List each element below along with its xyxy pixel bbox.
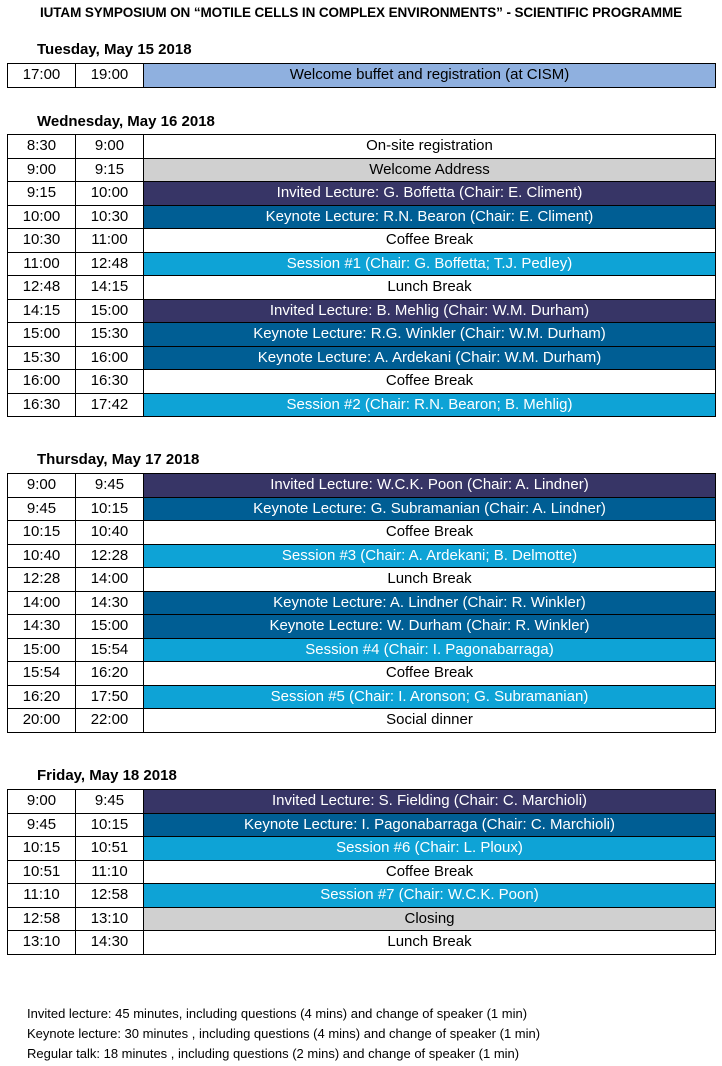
end-time: 15:00 xyxy=(76,299,144,323)
event-name: Lunch Break xyxy=(144,568,716,592)
table-row xyxy=(8,229,716,253)
start-time: 10:30 xyxy=(8,229,76,253)
table-row xyxy=(8,252,716,276)
event-name: Invited Lecture: G. Boffetta (Chair: E. Climent) xyxy=(144,182,716,206)
start-time: 13:10 xyxy=(8,931,76,955)
schedule-table xyxy=(7,134,716,417)
day-heading: Tuesday, May 15 2018 xyxy=(37,41,192,58)
start-time: 9:00 xyxy=(8,790,76,814)
event-name: Invited Lecture: S. Fielding (Chair: C. Marchioli) xyxy=(144,790,716,814)
table-row xyxy=(8,497,716,521)
table-row xyxy=(8,709,716,733)
table-row xyxy=(8,685,716,709)
start-time: 8:30 xyxy=(8,135,76,159)
start-time: 12:28 xyxy=(8,568,76,592)
end-time: 16:30 xyxy=(76,370,144,394)
note-invited: Invited lecture: 45 minutes, including questions (4 mins) and change of speaker (1 min) xyxy=(27,1006,528,1021)
event-name: Keynote Lecture: W. Durham (Chair: R. Winkler) xyxy=(144,615,716,639)
table-row xyxy=(8,544,716,568)
end-time: 12:48 xyxy=(76,252,144,276)
event-name: Closing xyxy=(144,907,716,931)
start-time: 15:30 xyxy=(8,346,76,370)
end-time: 15:54 xyxy=(76,638,144,662)
table-row xyxy=(8,907,716,931)
end-time: 12:58 xyxy=(76,884,144,908)
note-keynote: Keynote lecture: 30 minutes , including questions (4 mins) and change of speaker (1 min) xyxy=(27,1026,541,1041)
table-row xyxy=(8,474,716,498)
event-name: Keynote Lecture: G. Subramanian (Chair: A. Lindner) xyxy=(144,497,716,521)
end-time: 10:30 xyxy=(76,205,144,229)
end-time: 16:00 xyxy=(76,346,144,370)
schedule-table xyxy=(7,473,716,733)
start-time: 12:58 xyxy=(8,907,76,931)
table-row xyxy=(8,323,716,347)
event-name: Session #4 (Chair: I. Pagonabarraga) xyxy=(144,638,716,662)
table-row xyxy=(8,615,716,639)
table-row xyxy=(8,790,716,814)
end-time: 10:15 xyxy=(76,813,144,837)
table-row xyxy=(8,860,716,884)
event-name: Session #6 (Chair: L. Ploux) xyxy=(144,837,716,861)
event-name: Keynote Lecture: I. Pagonabarraga (Chair: C. Marchioli) xyxy=(144,813,716,837)
table-row xyxy=(8,158,716,182)
table-row xyxy=(8,276,716,300)
table-row xyxy=(8,568,716,592)
start-time: 16:30 xyxy=(8,393,76,417)
end-time: 9:15 xyxy=(76,158,144,182)
table-row xyxy=(8,813,716,837)
start-time: 9:45 xyxy=(8,813,76,837)
end-time: 13:10 xyxy=(76,907,144,931)
start-time: 10:00 xyxy=(8,205,76,229)
event-name: Keynote Lecture: R.G. Winkler (Chair: W.M. Durham) xyxy=(144,323,716,347)
end-time: 9:45 xyxy=(76,790,144,814)
end-time: 15:00 xyxy=(76,615,144,639)
end-time: 10:15 xyxy=(76,497,144,521)
event-name: Welcome buffet and registration (at CISM) xyxy=(144,64,716,88)
event-name: Keynote Lecture: A. Lindner (Chair: R. Winkler) xyxy=(144,591,716,615)
end-time: 11:00 xyxy=(76,229,144,253)
end-time: 14:30 xyxy=(76,931,144,955)
event-name: On-site registration xyxy=(144,135,716,159)
event-name: Welcome Address xyxy=(144,158,716,182)
note-regular: Regular talk: 18 minutes , including questions (2 mins) and change of speaker (1 min) xyxy=(27,1046,520,1061)
page-title: IUTAM SYMPOSIUM ON “MOTILE CELLS IN COMPLEX ENVIRONMENTS” - SCIENTIFIC PROGRAMME xyxy=(39,5,682,20)
start-time: 15:00 xyxy=(8,638,76,662)
schedule-table xyxy=(7,789,716,955)
notes xyxy=(27,1004,540,1064)
end-time: 10:00 xyxy=(76,182,144,206)
table-row xyxy=(8,884,716,908)
table-row xyxy=(8,393,716,417)
start-time: 15:00 xyxy=(8,323,76,347)
start-time: 20:00 xyxy=(8,709,76,733)
start-time: 11:10 xyxy=(8,884,76,908)
end-time: 10:40 xyxy=(76,521,144,545)
end-time: 22:00 xyxy=(76,709,144,733)
table-row xyxy=(8,931,716,955)
event-name: Lunch Break xyxy=(144,276,716,300)
event-name: Session #3 (Chair: A. Ardekani; B. Delmotte) xyxy=(144,544,716,568)
event-name: Coffee Break xyxy=(144,370,716,394)
event-name: Invited Lecture: W.C.K. Poon (Chair: A. Lindner) xyxy=(144,474,716,498)
start-time: 14:30 xyxy=(8,615,76,639)
start-time: 16:20 xyxy=(8,685,76,709)
start-time: 14:15 xyxy=(8,299,76,323)
end-time: 9:45 xyxy=(76,474,144,498)
event-name: Lunch Break xyxy=(144,931,716,955)
event-name: Coffee Break xyxy=(144,860,716,884)
event-name: Social dinner xyxy=(144,709,716,733)
table-row xyxy=(8,662,716,686)
end-time: 17:42 xyxy=(76,393,144,417)
event-name: Keynote Lecture: R.N. Bearon (Chair: E. Climent) xyxy=(144,205,716,229)
start-time: 16:00 xyxy=(8,370,76,394)
event-name: Coffee Break xyxy=(144,521,716,545)
event-name: Coffee Break xyxy=(144,662,716,686)
start-time: 14:00 xyxy=(8,591,76,615)
event-name: Keynote Lecture: A. Ardekani (Chair: W.M. Durham) xyxy=(144,346,716,370)
end-time: 10:51 xyxy=(76,837,144,861)
end-time: 14:00 xyxy=(76,568,144,592)
table-row xyxy=(8,135,716,159)
start-time: 15:54 xyxy=(8,662,76,686)
end-time: 17:50 xyxy=(76,685,144,709)
end-time: 19:00 xyxy=(76,64,144,88)
end-time: 15:30 xyxy=(76,323,144,347)
start-time: 17:00 xyxy=(8,64,76,88)
day-heading: Friday, May 18 2018 xyxy=(37,767,177,784)
end-time: 14:15 xyxy=(76,276,144,300)
event-name: Session #1 (Chair: G. Boffetta; T.J. Pedley) xyxy=(144,252,716,276)
table-row xyxy=(8,837,716,861)
end-time: 11:10 xyxy=(76,860,144,884)
event-name: Session #7 (Chair: W.C.K. Poon) xyxy=(144,884,716,908)
start-time: 10:15 xyxy=(8,837,76,861)
table-row xyxy=(8,370,716,394)
table-row xyxy=(8,591,716,615)
start-time: 9:45 xyxy=(8,497,76,521)
start-time: 9:15 xyxy=(8,182,76,206)
end-time: 14:30 xyxy=(76,591,144,615)
table-row xyxy=(8,346,716,370)
schedule-table xyxy=(7,63,716,88)
table-row xyxy=(8,521,716,545)
table-row xyxy=(8,64,716,88)
event-name: Coffee Break xyxy=(144,229,716,253)
table-row xyxy=(8,205,716,229)
start-time: 10:51 xyxy=(8,860,76,884)
event-name: Invited Lecture: B. Mehlig (Chair: W.M. Durham) xyxy=(144,299,716,323)
event-name: Session #2 (Chair: R.N. Bearon; B. Mehlig) xyxy=(144,393,716,417)
end-time: 16:20 xyxy=(76,662,144,686)
start-time: 10:15 xyxy=(8,521,76,545)
table-row xyxy=(8,182,716,206)
end-time: 9:00 xyxy=(76,135,144,159)
start-time: 10:40 xyxy=(8,544,76,568)
table-row xyxy=(8,299,716,323)
day-heading: Thursday, May 17 2018 xyxy=(37,451,200,468)
end-time: 12:28 xyxy=(76,544,144,568)
day-heading: Wednesday, May 16 2018 xyxy=(37,113,215,130)
start-time: 9:00 xyxy=(8,474,76,498)
table-row xyxy=(8,638,716,662)
start-time: 11:00 xyxy=(8,252,76,276)
start-time: 12:48 xyxy=(8,276,76,300)
start-time: 9:00 xyxy=(8,158,76,182)
event-name: Session #5 (Chair: I. Aronson; G. Subramanian) xyxy=(144,685,716,709)
